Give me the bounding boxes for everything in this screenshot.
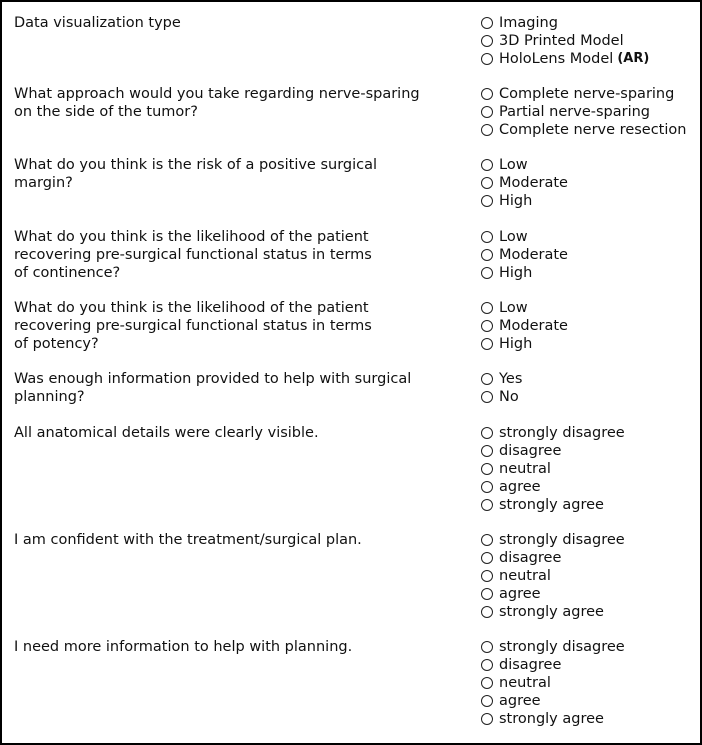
radio-button-icon[interactable] — [481, 231, 493, 243]
question-text: What do you think is the likelihood of the patient recovering pre-surgical functional status in terms of potency? — [14, 300, 372, 352]
radio-option-label: strongly agree — [499, 497, 604, 513]
radio-button-icon[interactable] — [481, 53, 493, 65]
radio-option-label: Complete nerve-sparing — [499, 86, 675, 102]
radio-button-icon[interactable] — [481, 302, 493, 314]
radio-option[interactable] — [480, 531, 625, 549]
question-text: What approach would you take regarding nerve-sparing on the side of the tumor? — [14, 86, 420, 120]
radio-option[interactable] — [480, 246, 568, 264]
radio-group-visualization-type — [480, 14, 649, 68]
radio-option[interactable] — [480, 370, 522, 388]
radio-button-icon[interactable] — [481, 534, 493, 546]
radio-option[interactable] — [480, 121, 686, 139]
radio-option-label: Moderate — [499, 247, 568, 263]
radio-option[interactable] — [480, 656, 625, 674]
radio-button-icon[interactable] — [481, 552, 493, 564]
radio-button-icon[interactable] — [481, 588, 493, 600]
radio-button-icon[interactable] — [481, 499, 493, 511]
radio-button-icon[interactable] — [481, 463, 493, 475]
radio-option-label: Low — [499, 300, 528, 316]
radio-option-label: High — [499, 193, 533, 209]
radio-option[interactable] — [480, 549, 625, 567]
radio-group-surgical-margin-risk — [480, 156, 568, 210]
radio-group-enough-information — [480, 370, 522, 406]
radio-button-icon[interactable] — [481, 249, 493, 261]
radio-option-label: neutral — [499, 675, 551, 691]
radio-button-icon[interactable] — [481, 445, 493, 457]
radio-group-need-more-information — [480, 638, 625, 728]
radio-option-label: Low — [499, 157, 528, 173]
radio-option-label: Imaging — [499, 15, 558, 31]
radio-option[interactable] — [480, 317, 568, 335]
radio-button-icon[interactable] — [481, 481, 493, 493]
radio-option[interactable] — [480, 674, 625, 692]
radio-option[interactable] — [480, 638, 625, 656]
radio-button-icon[interactable] — [481, 713, 493, 725]
radio-button-icon[interactable] — [481, 124, 493, 136]
radio-option[interactable] — [480, 14, 649, 32]
radio-option[interactable] — [480, 335, 568, 353]
radio-button-icon[interactable] — [481, 88, 493, 100]
radio-option[interactable] — [480, 585, 625, 603]
radio-option-label: agree — [499, 479, 541, 495]
radio-option[interactable] — [480, 228, 568, 246]
radio-option-label: agree — [499, 586, 541, 602]
radio-option[interactable] — [480, 192, 568, 210]
radio-button-icon[interactable] — [481, 659, 493, 671]
radio-option-label: strongly disagree — [499, 425, 625, 441]
radio-option[interactable] — [480, 692, 625, 710]
radio-button-icon[interactable] — [481, 641, 493, 653]
radio-option-label: Yes — [499, 371, 523, 387]
radio-option-label: 3D Printed Model — [499, 33, 624, 49]
radio-option-label: Complete nerve resection — [499, 122, 687, 138]
radio-option[interactable] — [480, 442, 625, 460]
question-text: What do you think is the risk of a positive surgical margin? — [14, 157, 378, 191]
question-text: I need more information to help with planning. — [14, 639, 353, 655]
radio-option[interactable] — [480, 424, 625, 442]
radio-option[interactable] — [480, 103, 686, 121]
radio-option[interactable] — [480, 85, 686, 103]
radio-option-suffix: (AR) — [617, 51, 650, 66]
radio-option-label: agree — [499, 693, 541, 709]
radio-button-icon[interactable] — [481, 338, 493, 350]
radio-button-icon[interactable] — [481, 373, 493, 385]
question-text: Data visualization type — [14, 15, 181, 31]
radio-option-label: Moderate — [499, 175, 568, 191]
radio-group-potency-recovery — [480, 299, 568, 353]
radio-option[interactable] — [480, 496, 625, 514]
radio-option[interactable] — [480, 388, 522, 406]
radio-button-icon[interactable] — [481, 320, 493, 332]
radio-option[interactable] — [480, 264, 568, 282]
radio-button-icon[interactable] — [481, 570, 493, 582]
radio-button-icon[interactable] — [481, 106, 493, 118]
radio-option-label: Low — [499, 229, 528, 245]
radio-option-label: HoloLens Model — [499, 51, 614, 67]
radio-option[interactable] — [480, 50, 649, 68]
radio-option[interactable] — [480, 156, 568, 174]
radio-button-icon[interactable] — [481, 159, 493, 171]
radio-button-icon[interactable] — [481, 427, 493, 439]
radio-button-icon[interactable] — [481, 695, 493, 707]
radio-button-icon[interactable] — [481, 35, 493, 47]
radio-group-anatomical-details-visible — [480, 424, 625, 514]
radio-option-label: High — [499, 265, 533, 281]
radio-option[interactable] — [480, 567, 625, 585]
radio-group-nerve-sparing — [480, 85, 686, 139]
radio-option[interactable] — [480, 460, 625, 478]
radio-option-label: disagree — [499, 657, 562, 673]
radio-option-label: strongly disagree — [499, 639, 625, 655]
radio-button-icon[interactable] — [481, 195, 493, 207]
radio-option[interactable] — [480, 710, 625, 728]
question-text: Was enough information provided to help with surgical planning? — [14, 371, 412, 405]
radio-button-icon[interactable] — [481, 17, 493, 29]
radio-group-continence-recovery — [480, 228, 568, 282]
radio-button-icon[interactable] — [481, 391, 493, 403]
radio-option-label: neutral — [499, 568, 551, 584]
radio-option-label: disagree — [499, 550, 562, 566]
question-text: All anatomical details were clearly visible. — [14, 425, 319, 441]
radio-button-icon[interactable] — [481, 677, 493, 689]
radio-button-icon[interactable] — [481, 267, 493, 279]
radio-option-label: High — [499, 336, 533, 352]
radio-group-confident-plan — [480, 531, 625, 621]
radio-option[interactable] — [480, 299, 568, 317]
radio-option-label: No — [499, 389, 519, 405]
radio-option-label: strongly agree — [499, 604, 604, 620]
radio-option[interactable] — [480, 174, 568, 192]
radio-option-label: strongly disagree — [499, 532, 625, 548]
radio-option-label: strongly agree — [499, 711, 604, 727]
radio-option-label: Partial nerve-sparing — [499, 104, 651, 120]
question-text: I am confident with the treatment/surgical plan. — [14, 532, 362, 548]
radio-option[interactable] — [480, 603, 625, 621]
radio-option[interactable] — [480, 32, 649, 50]
question-text: What do you think is the likelihood of the patient recovering pre-surgical functional status in terms of continence? — [14, 229, 372, 281]
radio-option-label: disagree — [499, 443, 562, 459]
radio-option-label: neutral — [499, 461, 551, 477]
radio-button-icon[interactable] — [481, 177, 493, 189]
radio-option-label: Moderate — [499, 318, 568, 334]
radio-button-icon[interactable] — [481, 606, 493, 618]
radio-option[interactable] — [480, 478, 625, 496]
